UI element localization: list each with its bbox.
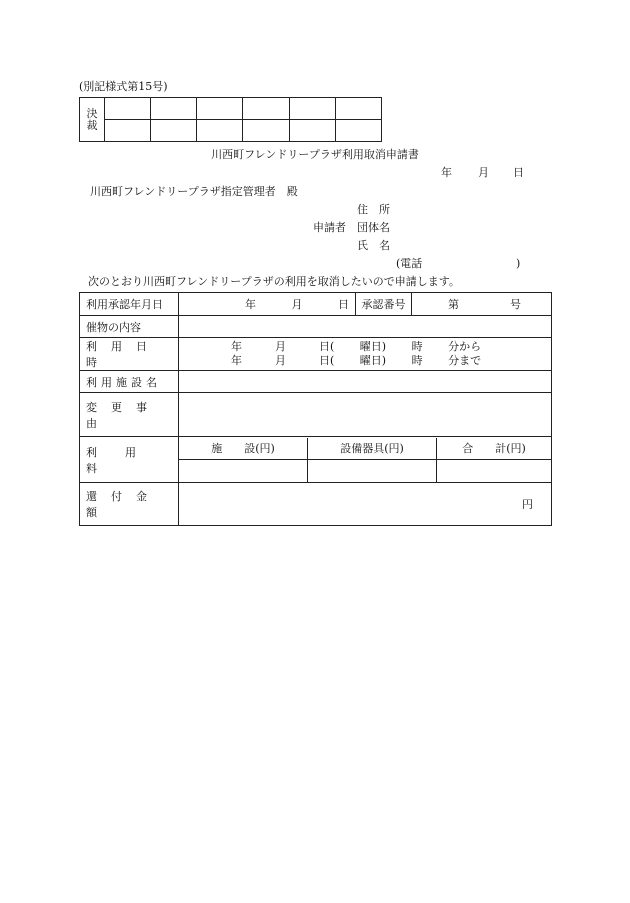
- refund-amount-field[interactable]: [179, 483, 552, 526]
- approval-cell[interactable]: [197, 120, 243, 142]
- approval-cell[interactable]: [151, 120, 197, 142]
- approval-cell[interactable]: [335, 98, 381, 120]
- date-month: 月: [478, 166, 489, 179]
- approval-date-month: 月: [291, 298, 303, 311]
- approval-cell[interactable]: [151, 98, 197, 120]
- usage-datetime-field[interactable]: [179, 338, 552, 371]
- refund-amount-unit: 円: [522, 498, 533, 511]
- approval-label-text: 決裁: [86, 106, 98, 132]
- approval-number-suffix: 号: [510, 298, 521, 311]
- facility-name-field[interactable]: [179, 371, 552, 393]
- usage-fee-label: [80, 437, 179, 483]
- organization-label: 団体名: [357, 221, 390, 234]
- usage-datetime-end: 年 月 日( 曜日) 時 分まで: [231, 354, 482, 367]
- event-content-field[interactable]: [179, 316, 552, 338]
- approval-cell[interactable]: [243, 120, 289, 142]
- approval-stamp-table: [79, 97, 382, 142]
- fee-equipment-header-text: 設備器具(円): [340, 442, 404, 456]
- approval-cell[interactable]: [197, 98, 243, 120]
- approval-number-label-text: 承認番号: [361, 298, 406, 311]
- recipient: 川西町フレンドリープラザ指定管理者 殿: [90, 185, 298, 198]
- name-label: 氏 名: [357, 239, 390, 252]
- approval-date-label-text: 利用承認年月日: [86, 298, 163, 311]
- approval-date-day: 日: [338, 298, 349, 311]
- approval-date-year: 年: [245, 298, 256, 311]
- usage-datetime-start: 年 月 日( 曜日) 時 分から: [231, 340, 482, 353]
- refund-amount-label-text: 還付金額: [86, 490, 161, 519]
- facility-name-label-text: 利用施設名: [86, 375, 161, 389]
- date-day: 日: [513, 166, 524, 179]
- phone-open: (電話: [396, 257, 423, 270]
- approval-number-prefix: 第: [448, 298, 459, 311]
- fee-total-header-text: 合 計(円): [462, 442, 526, 456]
- change-reason-field[interactable]: [179, 393, 552, 437]
- event-content-label-text: 催物の内容: [86, 320, 141, 334]
- approval-number-field[interactable]: [412, 293, 552, 316]
- intro-text: 次のとおり川西町フレンドリープラザの利用を取消したいので申請します。: [88, 275, 460, 288]
- approval-cell[interactable]: [105, 120, 151, 142]
- usage-fee-label-text: 利用料: [86, 445, 164, 475]
- document-title: 川西町フレンドリープラザ利用取消申請書: [211, 148, 419, 161]
- approval-number-label: [356, 293, 412, 316]
- facility-name-label: [80, 371, 179, 393]
- event-content-label: [80, 316, 179, 338]
- approval-cell[interactable]: [105, 98, 151, 120]
- fee-facility-header: [179, 438, 308, 460]
- refund-amount-label: [80, 483, 179, 526]
- fee-facility-header-text: 施 設(円): [211, 442, 275, 456]
- date-year: 年: [441, 166, 452, 179]
- approval-label: [80, 98, 105, 142]
- approval-cell[interactable]: [289, 120, 335, 142]
- approval-date-field[interactable]: [179, 293, 356, 316]
- change-reason-label-text: 変更事由: [86, 400, 161, 430]
- fee-facility-field[interactable]: [179, 460, 308, 482]
- approval-cell[interactable]: [289, 98, 335, 120]
- approval-cell[interactable]: [335, 120, 381, 142]
- change-reason-label: [80, 393, 179, 437]
- usage-fee-block: [179, 437, 552, 483]
- fee-equipment-field[interactable]: [308, 460, 437, 482]
- fee-total-field[interactable]: [437, 460, 552, 482]
- fee-equipment-header: [308, 438, 437, 460]
- usage-datetime-label: [80, 338, 179, 371]
- usage-fee-table: [179, 438, 551, 482]
- applicant-role-label: 申請者: [313, 221, 346, 234]
- application-table: [79, 292, 552, 526]
- approval-date-label: [80, 293, 179, 316]
- address-label: 住 所: [357, 203, 390, 216]
- phone-close: ): [516, 257, 521, 270]
- fee-total-header: [437, 438, 552, 460]
- approval-cell[interactable]: [243, 98, 289, 120]
- form-number: (別記様式第15号): [79, 80, 168, 93]
- usage-datetime-label-text: 利用日時: [86, 340, 161, 369]
